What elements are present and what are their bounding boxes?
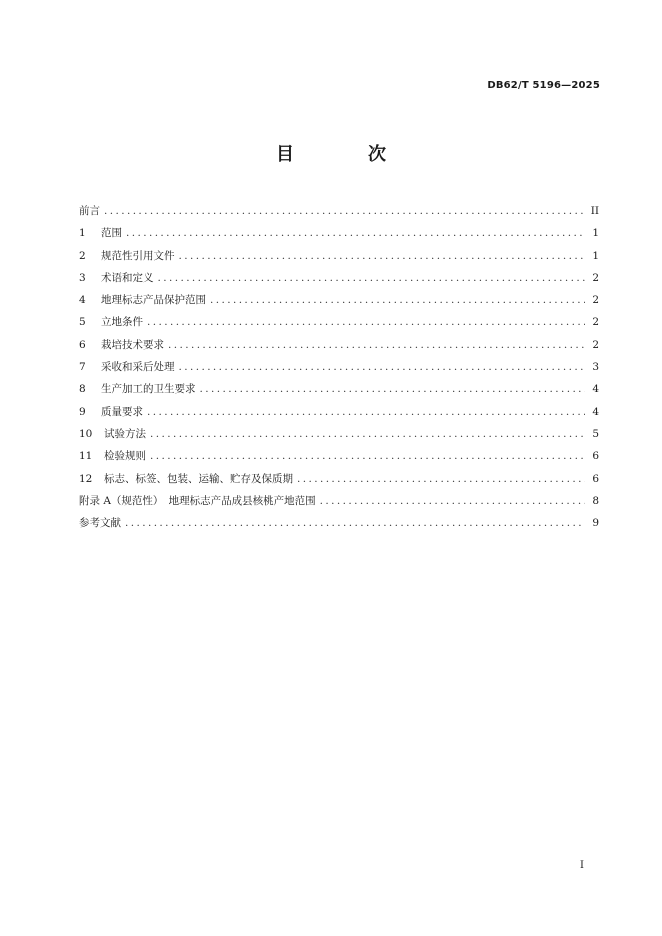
toc-entry-number: 4	[79, 294, 86, 307]
toc-entry-number: 7	[79, 361, 86, 374]
toc-entry-number: 9	[79, 405, 86, 418]
toc-leader-dots	[320, 490, 585, 512]
toc-entry-page: 1	[592, 227, 599, 240]
toc-entry-quality[interactable]	[79, 401, 599, 423]
toc-entry-appendix-a[interactable]	[79, 490, 599, 512]
toc-leader-dots	[125, 512, 585, 534]
toc-entry-label: 生产加工的卫生要求	[101, 383, 196, 396]
toc-entry-page: 1	[592, 249, 599, 262]
toc-entry-label: 检验规则	[104, 450, 146, 463]
toc-leader-dots	[126, 222, 585, 244]
toc-entry-label: 规范性引用文件	[101, 249, 175, 262]
toc-leader-dots	[147, 311, 585, 333]
toc-entry-number: 2	[79, 249, 86, 262]
toc-entry-inspection-rules[interactable]	[79, 445, 599, 467]
toc-entry-number: 5	[79, 316, 86, 329]
toc-entry-page: 8	[592, 494, 599, 507]
toc-entry-page: 6	[592, 450, 599, 463]
toc-leader-dots	[104, 200, 585, 222]
toc-entry-page: 2	[592, 316, 599, 329]
toc-entry-label: 标志、标签、包装、运输、贮存及保质期	[104, 472, 293, 485]
toc-entry-label: 立地条件	[101, 316, 143, 329]
toc-entry-number: 3	[79, 271, 86, 284]
toc-entry-page: 5	[592, 427, 599, 440]
toc-entry-label: 质量要求	[101, 405, 143, 418]
toc-entry-label: 附录 A（规范性） 地理标志产品成县核桃产地范围	[79, 494, 316, 507]
toc-entry-terms-definitions[interactable]	[79, 267, 599, 289]
toc-leader-dots	[297, 468, 585, 490]
toc-leader-dots	[168, 334, 585, 356]
toc-leader-dots	[179, 245, 586, 267]
toc-leader-dots	[210, 289, 585, 311]
toc-entry-page: 9	[592, 517, 599, 530]
toc-entry-harvest[interactable]	[79, 356, 599, 378]
toc-entry-page: 3	[592, 361, 599, 374]
page-title: 目 次	[276, 144, 414, 165]
toc-entry-page: 2	[592, 338, 599, 351]
document-code: DB62/T 5196—2025	[487, 80, 600, 91]
toc-entry-page: II	[590, 205, 599, 217]
toc-entry-site-conditions[interactable]	[79, 311, 599, 333]
toc-leader-dots	[150, 423, 585, 445]
toc-entry-test-methods[interactable]	[79, 423, 599, 445]
toc-entry-page: 4	[592, 383, 599, 396]
toc-entry-number: 10	[79, 427, 93, 440]
toc-entry-label: 栽培技术要求	[101, 338, 164, 351]
toc-entry-number: 1	[79, 227, 86, 240]
toc-entry-label: 术语和定义	[101, 271, 154, 284]
toc-entry-label: 参考文献	[79, 517, 121, 530]
toc-entry-page: 2	[592, 271, 599, 284]
toc-entry-number: 8	[79, 383, 86, 396]
toc-entry-marking-packaging[interactable]	[79, 468, 599, 490]
toc-entry-label: 采收和采后处理	[101, 361, 175, 374]
toc-entry-scope[interactable]	[79, 222, 599, 244]
toc-entry-label: 地理标志产品保护范围	[101, 294, 206, 307]
toc-entry-hygiene[interactable]	[79, 378, 599, 400]
toc-entry-label: 试验方法	[104, 427, 146, 440]
table-of-contents	[79, 200, 599, 534]
toc-entry-page: 2	[592, 294, 599, 307]
toc-entry-page: 4	[592, 405, 599, 418]
toc-entry-label: 前言	[79, 205, 100, 217]
toc-entry-number: 12	[79, 472, 93, 485]
toc-entry-normative-references[interactable]	[79, 245, 599, 267]
toc-entry-number: 11	[79, 450, 93, 463]
toc-entry-page: 6	[592, 472, 599, 485]
toc-leader-dots	[147, 401, 585, 423]
toc-entry-protection-scope[interactable]	[79, 289, 599, 311]
page-number: I	[580, 860, 584, 871]
toc-leader-dots	[150, 445, 585, 467]
toc-leader-dots	[200, 378, 586, 400]
toc-leader-dots	[179, 356, 586, 378]
toc-entry-bibliography[interactable]	[79, 512, 599, 534]
toc-entry-cultivation[interactable]	[79, 334, 599, 356]
toc-leader-dots	[158, 267, 586, 289]
toc-entry-label: 范围	[101, 227, 122, 240]
toc-entry-number: 6	[79, 338, 86, 351]
toc-entry-foreword[interactable]	[79, 200, 599, 222]
